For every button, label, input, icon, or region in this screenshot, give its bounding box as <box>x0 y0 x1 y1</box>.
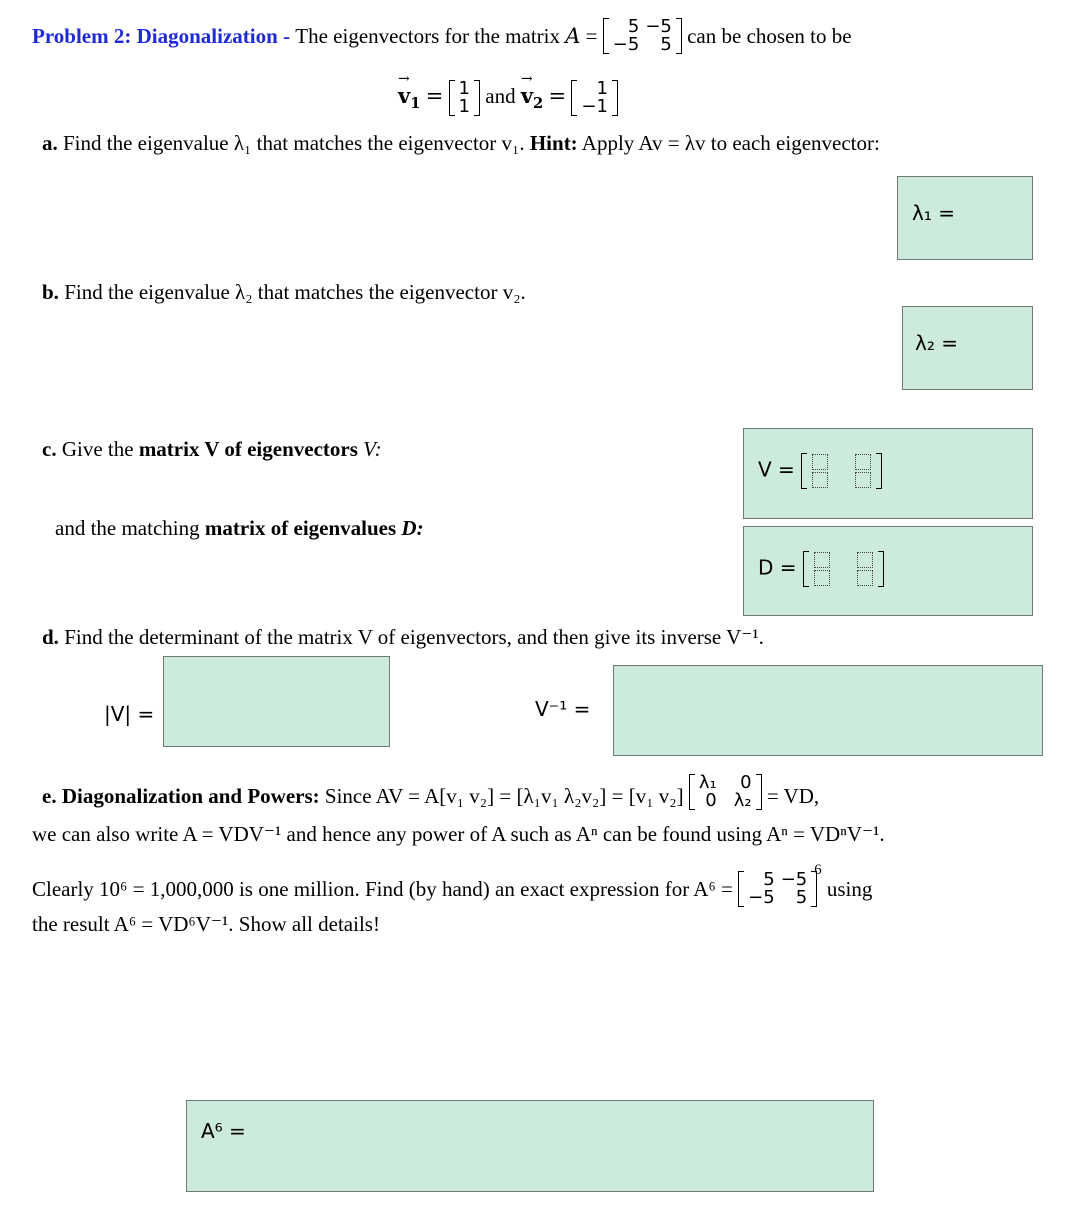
part-c-text-pre: Give the <box>61 437 134 461</box>
part-e-line3 <box>32 861 873 909</box>
eigenvectors-line: → $v_1$ = 1 1 and → $v_2$ = 1 −1 <box>398 80 618 116</box>
matrix-D-answer-box[interactable] <box>743 526 1033 616</box>
v1-cell: 1 <box>458 78 470 99</box>
hint-label: Hint: <box>529 131 578 155</box>
matrix-A-cell: −5 <box>780 869 808 890</box>
part-d-question <box>42 625 764 650</box>
matrix-V-label: V = <box>758 457 795 482</box>
diag-cell: λ₁ <box>698 772 717 793</box>
v2-symbol: → $v_2$ <box>521 83 543 112</box>
inverse-label: V⁻¹ = <box>535 697 591 721</box>
part-e-line3-post: using <box>826 876 873 901</box>
part-c-line2-post: D: <box>401 516 424 540</box>
matrix-V-answer-box[interactable] <box>743 428 1033 519</box>
v2-cell: −1 <box>581 96 608 117</box>
matrix-V-slot[interactable] <box>855 454 871 470</box>
part-e-line1-text: Since AV = A[v₁ v₂] = [λ₁v₁ λ₂v₂] = [v₁ v₂] <box>324 783 684 808</box>
matrix-D-slot[interactable] <box>857 552 873 568</box>
matrix-D-slot[interactable] <box>814 570 830 586</box>
part-a-text: Find the eigenvalue λ₁ that matches the eigenvector v₁. <box>63 131 525 155</box>
power-exponent: 6 <box>814 861 822 878</box>
matrix-V-slot[interactable] <box>812 472 828 488</box>
diag-matrix <box>689 774 762 810</box>
part-c-question <box>42 437 382 462</box>
part-c-line2-pre: and the matching <box>55 516 200 540</box>
matrix-D-slot[interactable] <box>814 552 830 568</box>
matrix-D-slot[interactable] <box>857 570 873 586</box>
matrix-A-cell: −5 <box>645 16 672 37</box>
inverse-answer-box[interactable] <box>613 665 1043 756</box>
part-c-text-post: V: <box>363 437 382 461</box>
intro-text: The eigenvectors for the matrix <box>295 23 560 48</box>
lambda1-answer-box[interactable] <box>897 176 1033 260</box>
part-e-line1-end: = VD, <box>766 783 820 808</box>
matrix-A-cell: −5 <box>612 34 640 55</box>
v1-cell: 1 <box>458 96 470 117</box>
v1-vector <box>449 80 480 116</box>
title-dash: - <box>277 23 296 48</box>
v2-cell: 1 <box>596 78 608 99</box>
matrix-V-template <box>801 453 882 489</box>
determinant-answer-box[interactable] <box>163 656 390 747</box>
v2-vector <box>571 80 618 116</box>
lambda1-label: λ₁ = <box>912 201 955 225</box>
part-c-line2-bold: matrix of eigenvalues <box>204 516 397 540</box>
matrix-D-entry <box>758 551 884 587</box>
part-b-label: b. <box>42 280 59 304</box>
lambda2-label: λ₂ = <box>915 331 958 355</box>
matrix-A-cell: 5 <box>660 34 672 55</box>
hint-text: Apply Av = λv to each eigenvector: <box>581 131 880 155</box>
part-e-line2: we can also write A = VDV⁻¹ and hence any power of A such as Aⁿ can be found using Aⁿ = VDⁿV⁻¹. <box>32 822 885 846</box>
determinant-label: |V| = <box>104 702 155 726</box>
equals-sign: = <box>585 23 598 48</box>
problem-title: Problem 2: Diagonalization <box>32 23 278 48</box>
part-c-text-bold: matrix V of eigenvectors <box>138 437 358 461</box>
part-b-question <box>42 280 526 305</box>
part-e-label: e. Diagonalization and Powers: <box>42 783 320 808</box>
matrix-D-label: D = <box>758 555 797 580</box>
matrix-A-power <box>738 871 817 907</box>
v1-symbol: → $v_1$ <box>398 83 420 112</box>
matrix-A <box>603 18 682 54</box>
matrix-V-slot[interactable] <box>855 472 871 488</box>
part-a-label: a. <box>42 131 58 155</box>
diag-cell: λ₂ <box>733 790 752 811</box>
part-e-line4: the result A⁶ = VD⁶V⁻¹. Show all details! <box>32 912 380 936</box>
A6-answer-box[interactable] <box>186 1100 874 1192</box>
matrix-A-cell: 5 <box>795 887 808 908</box>
part-c-label: c. <box>42 437 57 461</box>
matrix-A-cell: 5 <box>627 16 640 37</box>
matrix-A-cell: 5 <box>763 869 775 890</box>
intro-tail: can be chosen to be <box>687 23 852 48</box>
diag-cell: 0 <box>705 790 717 811</box>
problem-header <box>32 16 852 56</box>
part-e-line1 <box>42 772 820 816</box>
matrix-V-slot[interactable] <box>812 454 828 470</box>
part-c-line2 <box>55 516 424 541</box>
part-d-text: Find the determinant of the matrix V of eigenvectors, and then give its inverse V⁻¹. <box>64 625 764 649</box>
matrix-A-symbol: A <box>565 23 581 48</box>
diag-cell: 0 <box>740 772 752 793</box>
part-d-label: d. <box>42 625 59 649</box>
matrix-A-cell: −5 <box>748 887 775 908</box>
matrix-V-entry <box>758 453 882 489</box>
lambda2-answer-box[interactable] <box>902 306 1033 390</box>
and-text: and <box>485 83 516 108</box>
matrix-D-template <box>803 551 884 587</box>
part-a-question <box>42 131 880 156</box>
part-e-line3-pre: Clearly 10⁶ = 1,000,000 is one million. Find (by hand) an exact expression for A⁶ = <box>32 876 733 901</box>
A6-label: A⁶ = <box>201 1119 246 1143</box>
part-b-text: Find the eigenvalue λ₂ that matches the eigenvector v₂. <box>64 280 526 304</box>
